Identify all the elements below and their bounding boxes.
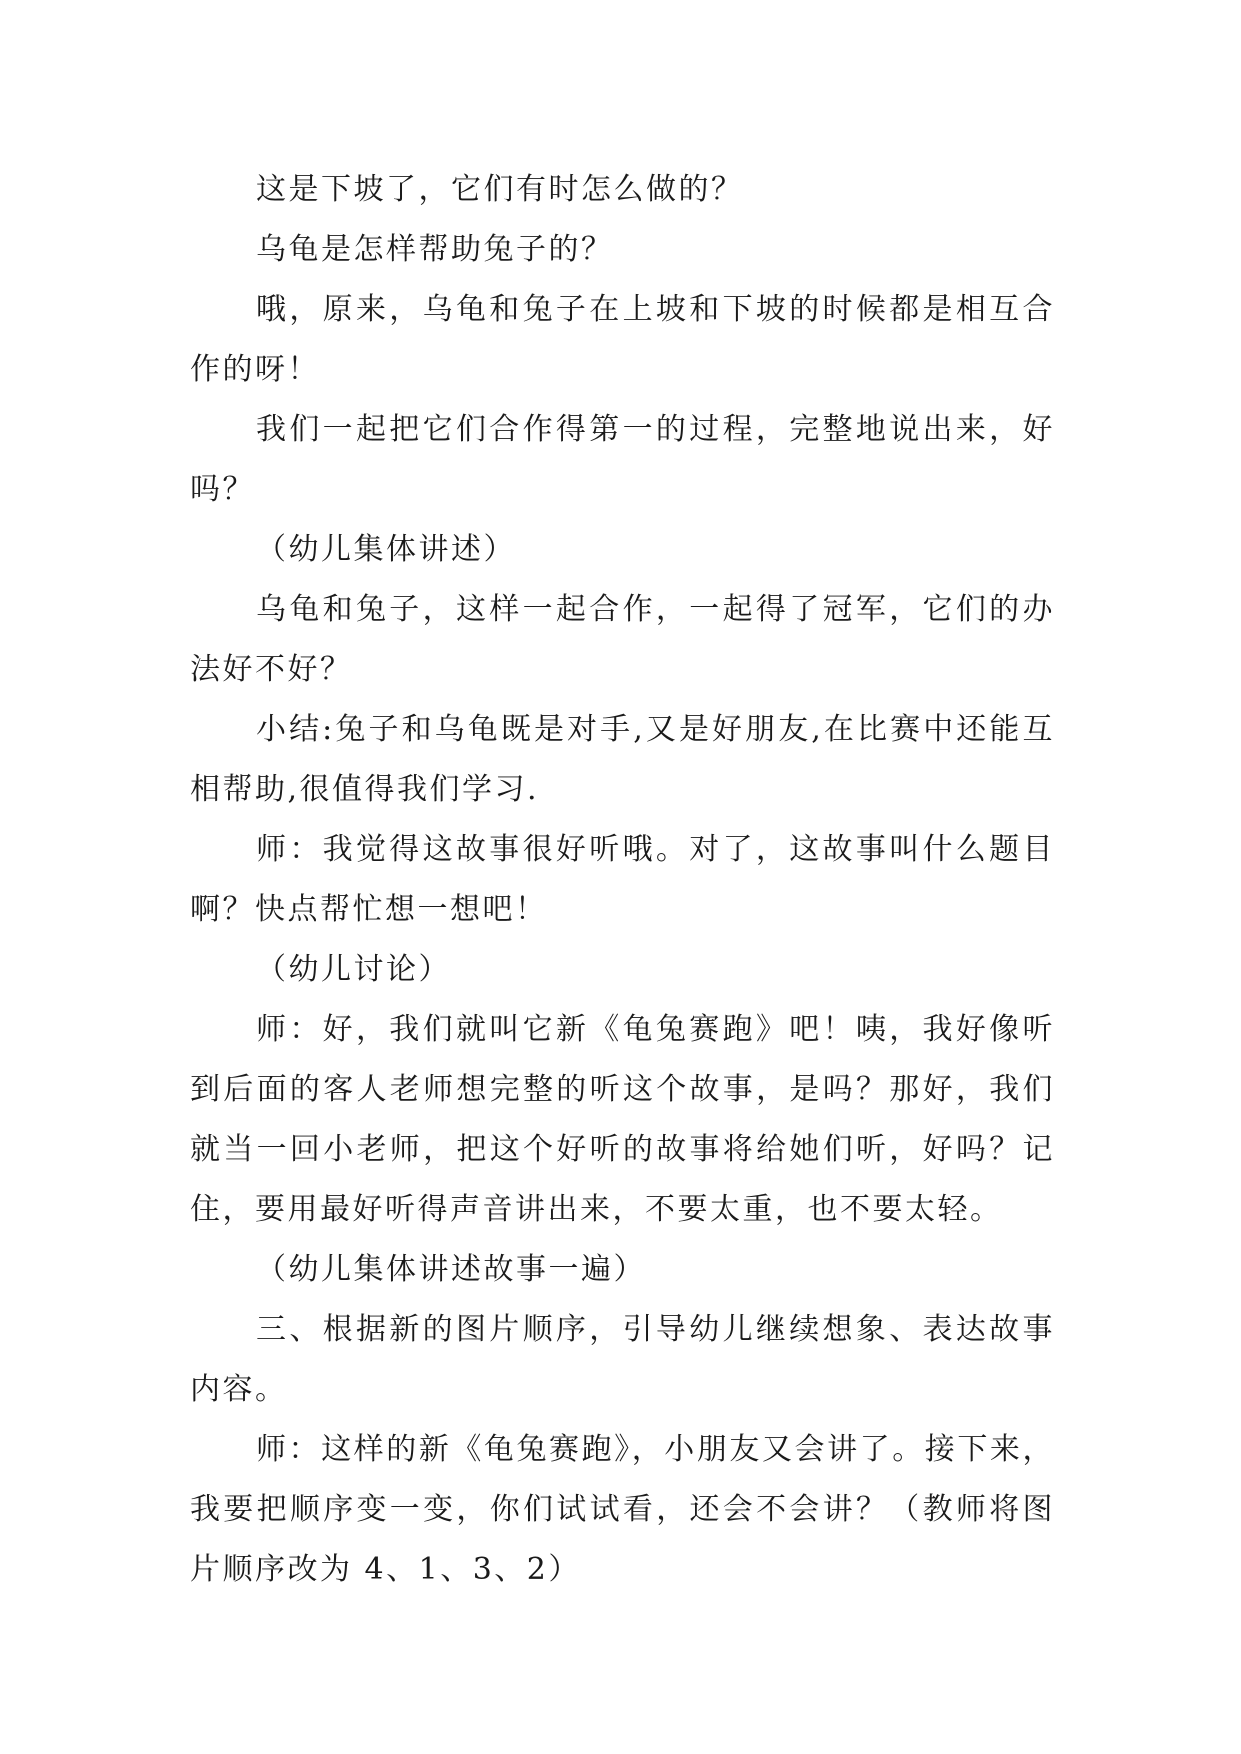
paragraph: 师：这样的新《龟兔赛跑》，小朋友又会讲了。接下来，我要把顺序变一变，你们试试看，还会不会讲？（教师将图片顺序改为 4、1、3、2） — [190, 1432, 1055, 1587]
paragraph: 这是下坡了，它们有时怎么做的？ — [256, 172, 744, 207]
paragraph: 我们一起把它们合作得第一的过程，完整地说出来，好吗？ — [190, 412, 1055, 507]
stage-note: （幼儿集体讲述） — [256, 532, 516, 567]
document-body — [190, 160, 1055, 1600]
paragraph: 乌龟和兔子，这样一起合作，一起得了冠军，它们的办法好不好？ — [190, 592, 1055, 687]
stage-note: （幼儿集体讲述故事一遍） — [256, 1252, 646, 1287]
section-heading: 三、根据新的图片顺序，引导幼儿继续想象、表达故事内容。 — [190, 1312, 1055, 1407]
paragraph: 乌龟是怎样帮助兔子的？ — [256, 232, 614, 267]
stage-note: （幼儿讨论） — [256, 952, 451, 987]
paragraph: 师：我觉得这故事很好听哦。对了，这故事叫什么题目啊？快点帮忙想一想吧！ — [190, 832, 1055, 927]
paragraph: 师：好，我们就叫它新《龟兔赛跑》吧！咦，我好像听到后面的客人老师想完整的听这个故事，是吗？那好，我们就当一回小老师，把这个好听的故事将给她们听，好吗？记住，要用最好听得声音讲出来，不要太重，也不要太轻。 — [190, 1012, 1055, 1227]
summary-paragraph: 小结:兔子和乌龟既是对手,又是好朋友,在比赛中还能互相帮助,很值得我们学习. — [190, 712, 1055, 807]
paragraph: 哦，原来，乌龟和兔子在上坡和下坡的时候都是相互合作的呀！ — [190, 292, 1055, 387]
